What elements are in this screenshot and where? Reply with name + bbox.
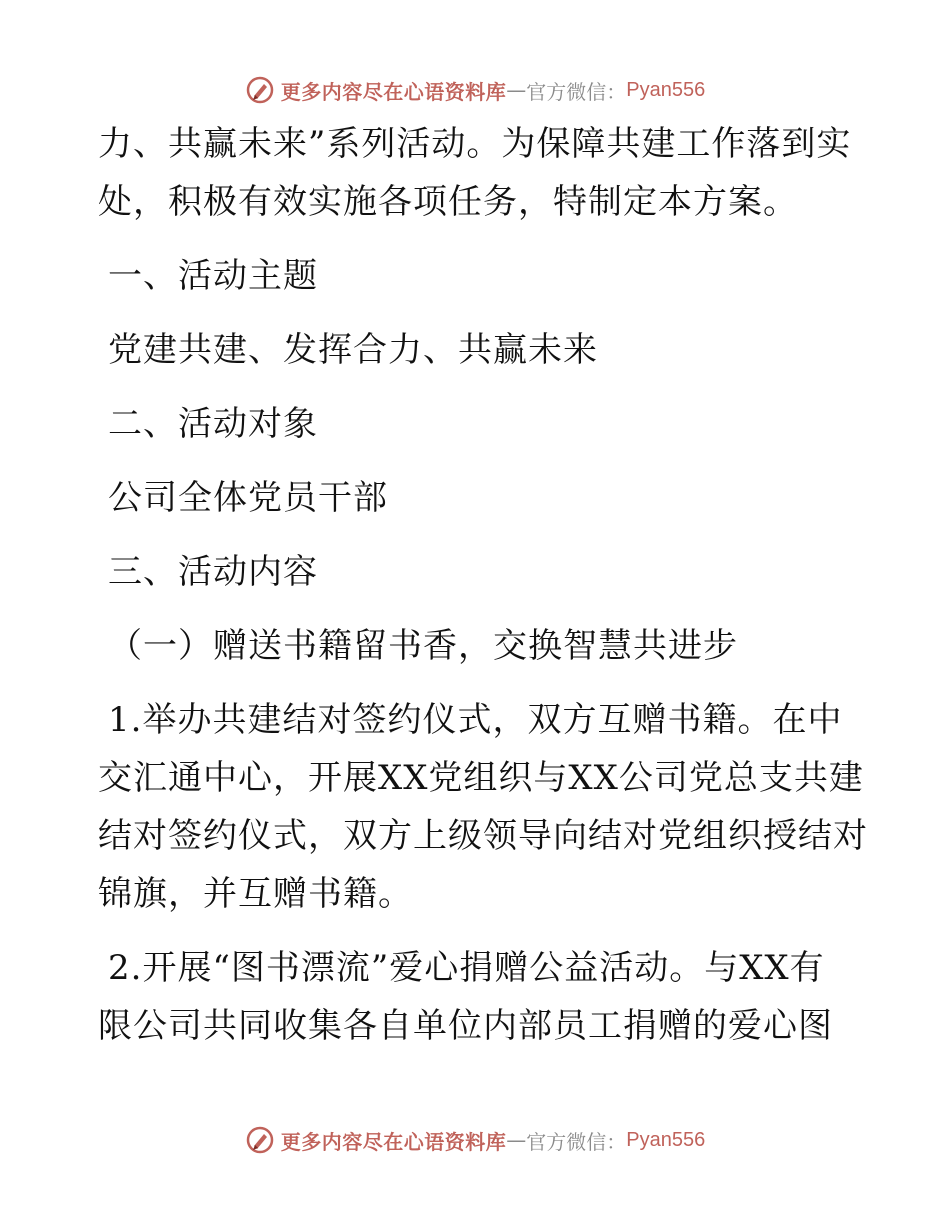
watermark-site-text: 更多内容尽在心语资料库: [280, 79, 507, 104]
watermark-site-text: 更多内容尽在心语资料库: [280, 1129, 507, 1154]
paragraph-line: 锦旗，并互赠书籍。: [98, 874, 413, 914]
paragraph-line: 结对签约仪式，双方上级领导向结对党组织授结对: [98, 816, 868, 856]
pen-logo-icon: [245, 75, 275, 105]
section-heading: 一、活动主题: [108, 256, 318, 296]
watermark-dash: —: [506, 78, 527, 102]
paragraph-line: 党建共建、发挥合力、共赢未来: [108, 330, 598, 370]
watermark-dash: —: [506, 1128, 527, 1152]
section-heading: 三、活动内容: [108, 552, 318, 592]
watermark-account-id: Pyan556: [626, 1128, 706, 1151]
paragraph-line: 公司全体党员干部: [108, 478, 388, 518]
paragraph-line: 力、共赢未来”系列活动。为保障共建工作落到实: [98, 124, 852, 164]
watermark-account-id: Pyan556: [626, 78, 706, 101]
header-watermark: [0, 70, 950, 110]
paragraph-line: 限公司共同收集各自单位内部员工捐赠的爱心图: [98, 1006, 833, 1046]
pen-logo-icon: [245, 1125, 275, 1155]
watermark-official-label: 官方微信：: [526, 79, 627, 104]
footer-watermark: [0, 1120, 950, 1160]
watermark-official-label: 官方微信：: [526, 1129, 627, 1154]
paragraph-line: 处，积极有效实施各项任务，特制定本方案。: [98, 182, 798, 222]
paragraph-line: 交汇通中心，开展XX党组织与XX公司党总支共建: [98, 758, 864, 798]
paragraph-line: 2.开展“图书漂流”爱心捐赠公益活动。与XX有: [108, 948, 825, 988]
subsection-heading: （一）赠送书籍留书香，交换智慧共进步: [108, 626, 738, 666]
paragraph-line: 1.举办共建结对签约仪式，双方互赠书籍。在中: [108, 700, 843, 740]
section-heading: 二、活动对象: [108, 404, 318, 444]
document-body: [98, 115, 868, 1055]
